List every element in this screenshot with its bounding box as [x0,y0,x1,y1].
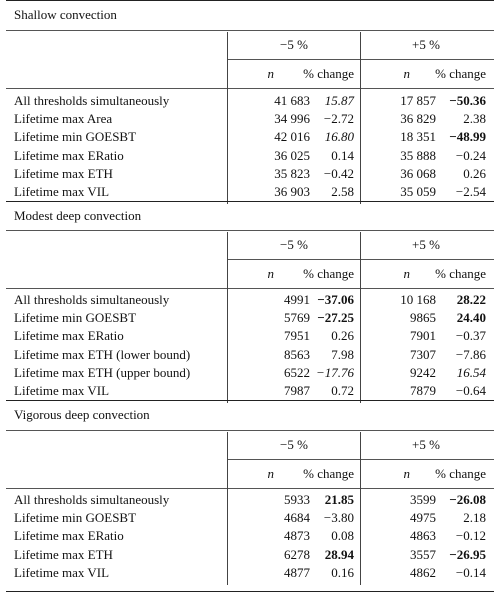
table-row [0,565,500,581]
col-header-n: n [403,66,410,81]
row-label: Lifetime min GOESBT [14,510,137,526]
table-row [0,292,500,308]
cell-change-plus: −7.86 [455,346,486,362]
cell-change-plus: 24.40 [456,310,486,326]
table-row [0,365,500,381]
cell-n-plus: 3557 [410,546,436,562]
row-label: Lifetime max ERatio [14,147,124,163]
row-label: Lifetime max ERatio [14,528,124,544]
col-header-change: % change [435,266,486,281]
cell-n-plus: 7901 [410,328,436,344]
table-row [0,328,500,344]
cell-change-minus: 0.72 [331,383,354,398]
col-header-change: % change [435,466,486,481]
group-header-minus: −5 % [280,37,308,52]
cell-change-plus: −26.95 [449,546,486,562]
cell-change-minus: −3.80 [323,510,354,526]
cell-n-minus: 35 823 [274,165,310,181]
row-label: Lifetime min GOESBT [14,129,137,145]
cell-n-minus: 8563 [284,346,310,362]
cell-n-plus: 4863 [410,528,436,544]
cell-n-minus: 41 683 [274,93,310,108]
cell-n-minus: 42 016 [274,129,310,145]
group-header-minus: −5 % [280,237,308,252]
cell-change-minus: 2.58 [331,184,354,199]
cell-n-minus: 34 996 [274,111,310,127]
cell-change-plus: −0.12 [455,528,486,544]
cell-change-minus: 16.80 [324,129,354,145]
cell-n-minus: 4873 [284,528,310,544]
cell-n-minus: 4991 [284,292,310,307]
cell-change-minus: −17.76 [315,364,354,380]
row-label: Lifetime max ETH (upper bound) [14,364,191,380]
section-header-rule [6,30,494,31]
section-divider-rule [6,201,494,202]
table-row [0,547,500,563]
col-header-n: n [403,266,410,281]
cell-change-plus: −0.14 [455,564,486,580]
table-row [0,184,500,200]
table-row [0,528,500,544]
cell-change-minus: 7.98 [331,346,354,362]
table-row [0,129,500,145]
cell-change-minus: 15.87 [324,93,354,108]
table-row [0,111,500,127]
table-row [0,492,500,508]
row-label: Lifetime min GOESBT [14,310,137,326]
cell-n-minus: 4877 [284,564,310,580]
cell-n-minus: 7951 [284,328,310,344]
table-row [0,166,500,182]
cell-change-plus: −0.24 [455,147,486,163]
cell-change-plus: −0.64 [455,383,486,398]
cell-n-minus: 7987 [284,383,310,398]
table-row [0,383,500,399]
col-header-change: % change [435,66,486,81]
cell-n-minus: 36 025 [274,147,310,163]
cell-change-minus: −0.42 [323,165,354,181]
cell-n-plus: 4862 [410,564,436,580]
col-header-n: n [267,66,274,81]
cell-change-minus: 28.94 [324,546,354,562]
row-label: Lifetime max VIL [14,564,110,580]
group-header-plus: +5 % [412,37,440,52]
section-title: Shallow convection [14,7,117,22]
cell-n-minus: 5933 [284,492,310,507]
cell-n-plus: 35 059 [400,184,436,199]
cell-change-plus: −2.54 [455,184,486,199]
cell-n-plus: 36 068 [400,165,436,181]
group-header-plus: +5 % [412,437,440,452]
cell-n-minus: 4684 [284,510,310,526]
cell-change-minus: 0.16 [331,564,354,580]
row-label: Lifetime max ETH [14,546,113,562]
section-title: Vigorous deep convection [14,407,150,422]
row-label: All thresholds simultaneously [14,93,170,108]
group-header-minus: −5 % [280,437,308,452]
row-label: All thresholds simultaneously [14,292,170,307]
col-header-n: n [267,266,274,281]
column-header-rule [6,488,494,489]
cell-change-plus: 28.22 [456,292,486,307]
cell-n-plus: 35 888 [400,147,436,163]
table-row [0,93,500,109]
cell-change-plus: −50.36 [449,93,486,108]
cell-change-minus: −37.06 [317,292,354,307]
table-row [0,347,500,363]
row-label: Lifetime max VIL [14,184,110,199]
table-top-rule [6,0,494,1]
cell-n-plus: 10 168 [400,292,436,307]
cell-change-minus: 0.26 [331,328,354,344]
cell-n-plus: 17 857 [400,93,436,108]
cell-change-plus: 2.38 [463,111,486,127]
row-label: Lifetime max VIL [14,383,110,398]
column-header-rule [6,288,494,289]
column-header-rule [6,88,494,89]
cell-n-minus: 36 903 [274,184,310,199]
row-label: Lifetime max ETH [14,165,113,181]
cell-n-plus: 3599 [410,492,436,507]
col-header-change: % change [303,66,354,81]
cell-n-plus: 36 829 [400,111,436,127]
section-title: Modest deep convection [14,208,142,223]
section-header-rule [6,430,494,431]
col-header-n: n [403,466,410,481]
table-bottom-rule [6,591,494,592]
row-label: All thresholds simultaneously [14,492,170,507]
cell-n-plus: 9242 [410,364,436,380]
row-label: Lifetime max ERatio [14,328,124,344]
group-header-plus: +5 % [412,237,440,252]
cell-change-plus: −26.08 [449,492,486,507]
section-header-rule [6,230,494,231]
cell-change-minus: 0.14 [331,147,354,163]
cell-n-minus: 5769 [284,310,310,326]
row-label: Lifetime max ETH (lower bound) [14,346,191,362]
cell-n-plus: 18 351 [400,129,436,145]
cell-change-plus: −48.99 [449,129,486,145]
cell-change-minus: −27.25 [317,310,354,326]
cell-change-minus: 21.85 [324,492,354,507]
cell-n-minus: 6278 [284,546,310,562]
cell-n-plus: 9865 [410,310,436,326]
section-divider-rule [6,400,494,401]
row-label: Lifetime max Area [14,111,113,127]
col-header-n: n [267,466,274,481]
cell-n-minus: 6522 [284,364,310,380]
table-row [0,310,500,326]
cell-change-minus: 0.08 [331,528,354,544]
cell-change-plus: 2.18 [463,510,486,526]
table-row [0,510,500,526]
cell-n-plus: 7307 [410,346,436,362]
cell-change-plus: −0.37 [455,328,486,344]
table-row [0,148,500,164]
cell-n-plus: 7879 [410,383,436,398]
col-header-change: % change [303,266,354,281]
cell-change-plus: 0.26 [463,165,486,181]
cell-change-plus: 16.54 [456,364,486,380]
cell-change-minus: −2.72 [323,111,354,127]
col-header-change: % change [303,466,354,481]
cell-n-plus: 4975 [410,510,436,526]
